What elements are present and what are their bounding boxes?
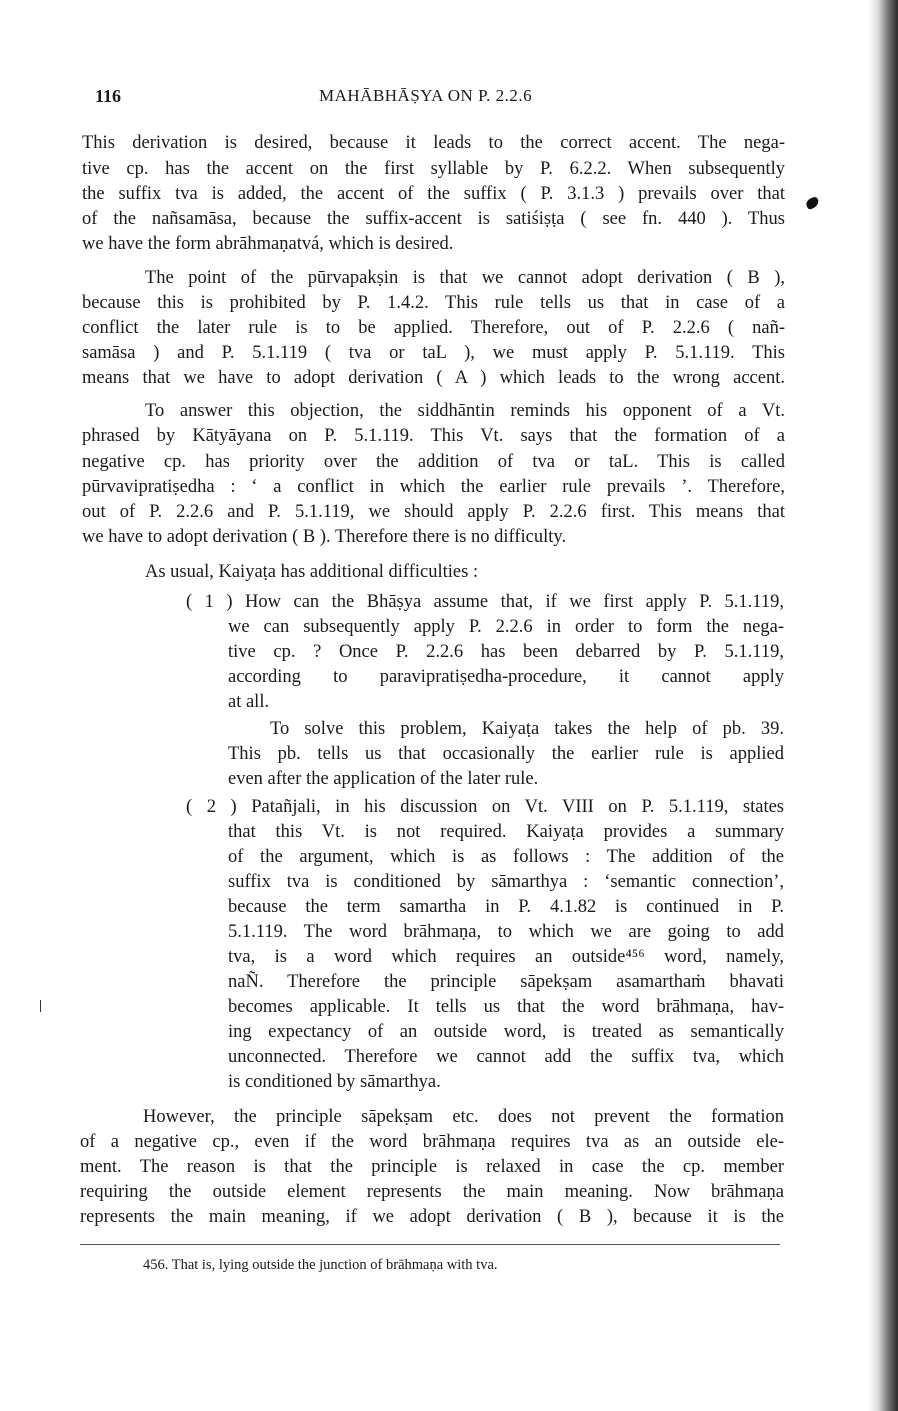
text-line: To answer this objection, the siddhāntin reminds his opponent of a Vt. xyxy=(145,401,785,421)
text-line: we have the form abrāhmaṇatvá, which is desired. xyxy=(82,234,454,254)
text-line: ment. The reason is that the principle is relaxed in case the cp. member xyxy=(80,1157,784,1177)
text-line: means that we have to adopt derivation ( A ) which leads to the wrong accent. xyxy=(82,368,785,388)
text-line: because this is prohibited by P. 1.4.2. This rule tells us that in case of a xyxy=(82,293,785,313)
text-line: tva, is a word which requires an outside⁴⁵⁶ word, namely, xyxy=(228,947,784,967)
text-line: of the nañsamāsa, because the suffix-accent is satiśiṣṭa ( see fn. 440 ). Thus xyxy=(82,209,785,229)
text-line: This derivation is desired, because it leads to the correct accent. The nega- xyxy=(82,133,785,153)
text-line: tive cp. has the accent on the first syllable by P. 6.2.2. When subsequently xyxy=(82,159,785,179)
text-line: unconnected. Therefore we cannot add the suffix tva, which xyxy=(228,1047,784,1067)
text-line: because the term samartha in P. 4.1.82 is continued in P. xyxy=(228,897,784,917)
running-head: MAHĀBHĀṢYA ON P. 2.2.6 xyxy=(319,86,533,105)
text-line: that this Vt. is not required. Kaiyaṭa provides a summary xyxy=(228,822,784,842)
text-line: samāsa ) and P. 5.1.119 ( tva or taL ), we must apply P. 5.1.119. This xyxy=(82,343,785,363)
text-line: of the argument, which is as follows : The addition of the xyxy=(228,847,784,867)
text-line: phrased by Kātyāyana on P. 5.1.119. This Vt. says that the formation of a xyxy=(82,426,785,446)
text-line: is conditioned by sāmarthya. xyxy=(228,1072,441,1092)
text-line: ing expectancy of an outside word, is treated as semantically xyxy=(228,1022,784,1042)
text-line: However, the principle sāpekṣam etc. does not prevent the formation xyxy=(143,1107,784,1127)
text-line: ( 1 ) How can the Bhāṣya assume that, if we first apply P. 5.1.119, xyxy=(186,592,784,612)
text-line: conflict the later rule is to be applied. Therefore, out of P. 2.2.6 ( nañ- xyxy=(82,318,785,338)
page-number: 116 xyxy=(95,86,122,106)
text-line: negative cp. has priority over the addition of tva or taL. This is called xyxy=(82,452,785,472)
text-line: pūrvavipratiṣedha : ‘ a conflict in which the earlier rule prevails ’. Therefore, xyxy=(82,477,785,497)
text-line: requiring the outside element represents the main meaning. Now brāhmaṇa xyxy=(80,1182,784,1202)
text-line: This pb. tells us that occasionally the earlier rule is applied xyxy=(228,744,784,764)
text-line: As usual, Kaiyaṭa has additional difficulties : xyxy=(145,562,479,582)
text-line: at all. xyxy=(228,692,270,712)
text-line: ( 2 ) Patañjali, in his discussion on Vt. VIII on P. 5.1.119, states xyxy=(186,797,784,817)
text-line: suffix tva is conditioned by sāmarthya : ‘semantic connection’, xyxy=(228,872,784,892)
text-line: the suffix tva is added, the accent of the suffix ( P. 3.1.3 ) prevails over that xyxy=(82,184,785,204)
ink-mark xyxy=(804,196,820,211)
book-binding-shadow xyxy=(868,0,898,1411)
text-line: out of P. 2.2.6 and P. 5.1.119, we should apply P. 2.2.6 first. This means that xyxy=(82,502,785,522)
text-line: represents the main meaning, if we adopt derivation ( B ), because it is the xyxy=(80,1207,784,1227)
text-line: The point of the pūrvapakṣin is that we cannot adopt derivation ( B ), xyxy=(145,268,785,288)
text-line: To solve this problem, Kaiyaṭa takes the help of pb. 39. xyxy=(270,719,784,739)
footnote-divider xyxy=(80,1244,780,1245)
text-line: we can subsequently apply P. 2.2.6 in order to form the nega- xyxy=(228,617,784,637)
footnote: 456. That is, lying outside the junction of brāhmaṇa with tva. xyxy=(143,1257,498,1273)
text-line: tive cp. ? Once P. 2.2.6 has been debarred by P. 5.1.119, xyxy=(228,642,784,662)
page-header xyxy=(95,86,785,110)
text-line: of a negative cp., even if the word brāhmaṇa requires tva as an outside ele- xyxy=(80,1132,784,1152)
text-line: according to paravipratiṣedha-procedure, it cannot apply xyxy=(228,667,784,687)
margin-tick xyxy=(40,1000,41,1012)
text-line: becomes applicable. It tells us that the word brāhmaṇa, hav- xyxy=(228,997,784,1017)
text-line: naÑ. Therefore the principle sāpekṣam asamarthaṁ bhavati xyxy=(228,972,784,992)
text-line: we have to adopt derivation ( B ). Therefore there is no difficulty. xyxy=(82,527,567,547)
text-line: even after the application of the later rule. xyxy=(228,769,539,789)
text-line: 5.1.119. The word brāhmaṇa, to which we are going to add xyxy=(228,922,784,942)
